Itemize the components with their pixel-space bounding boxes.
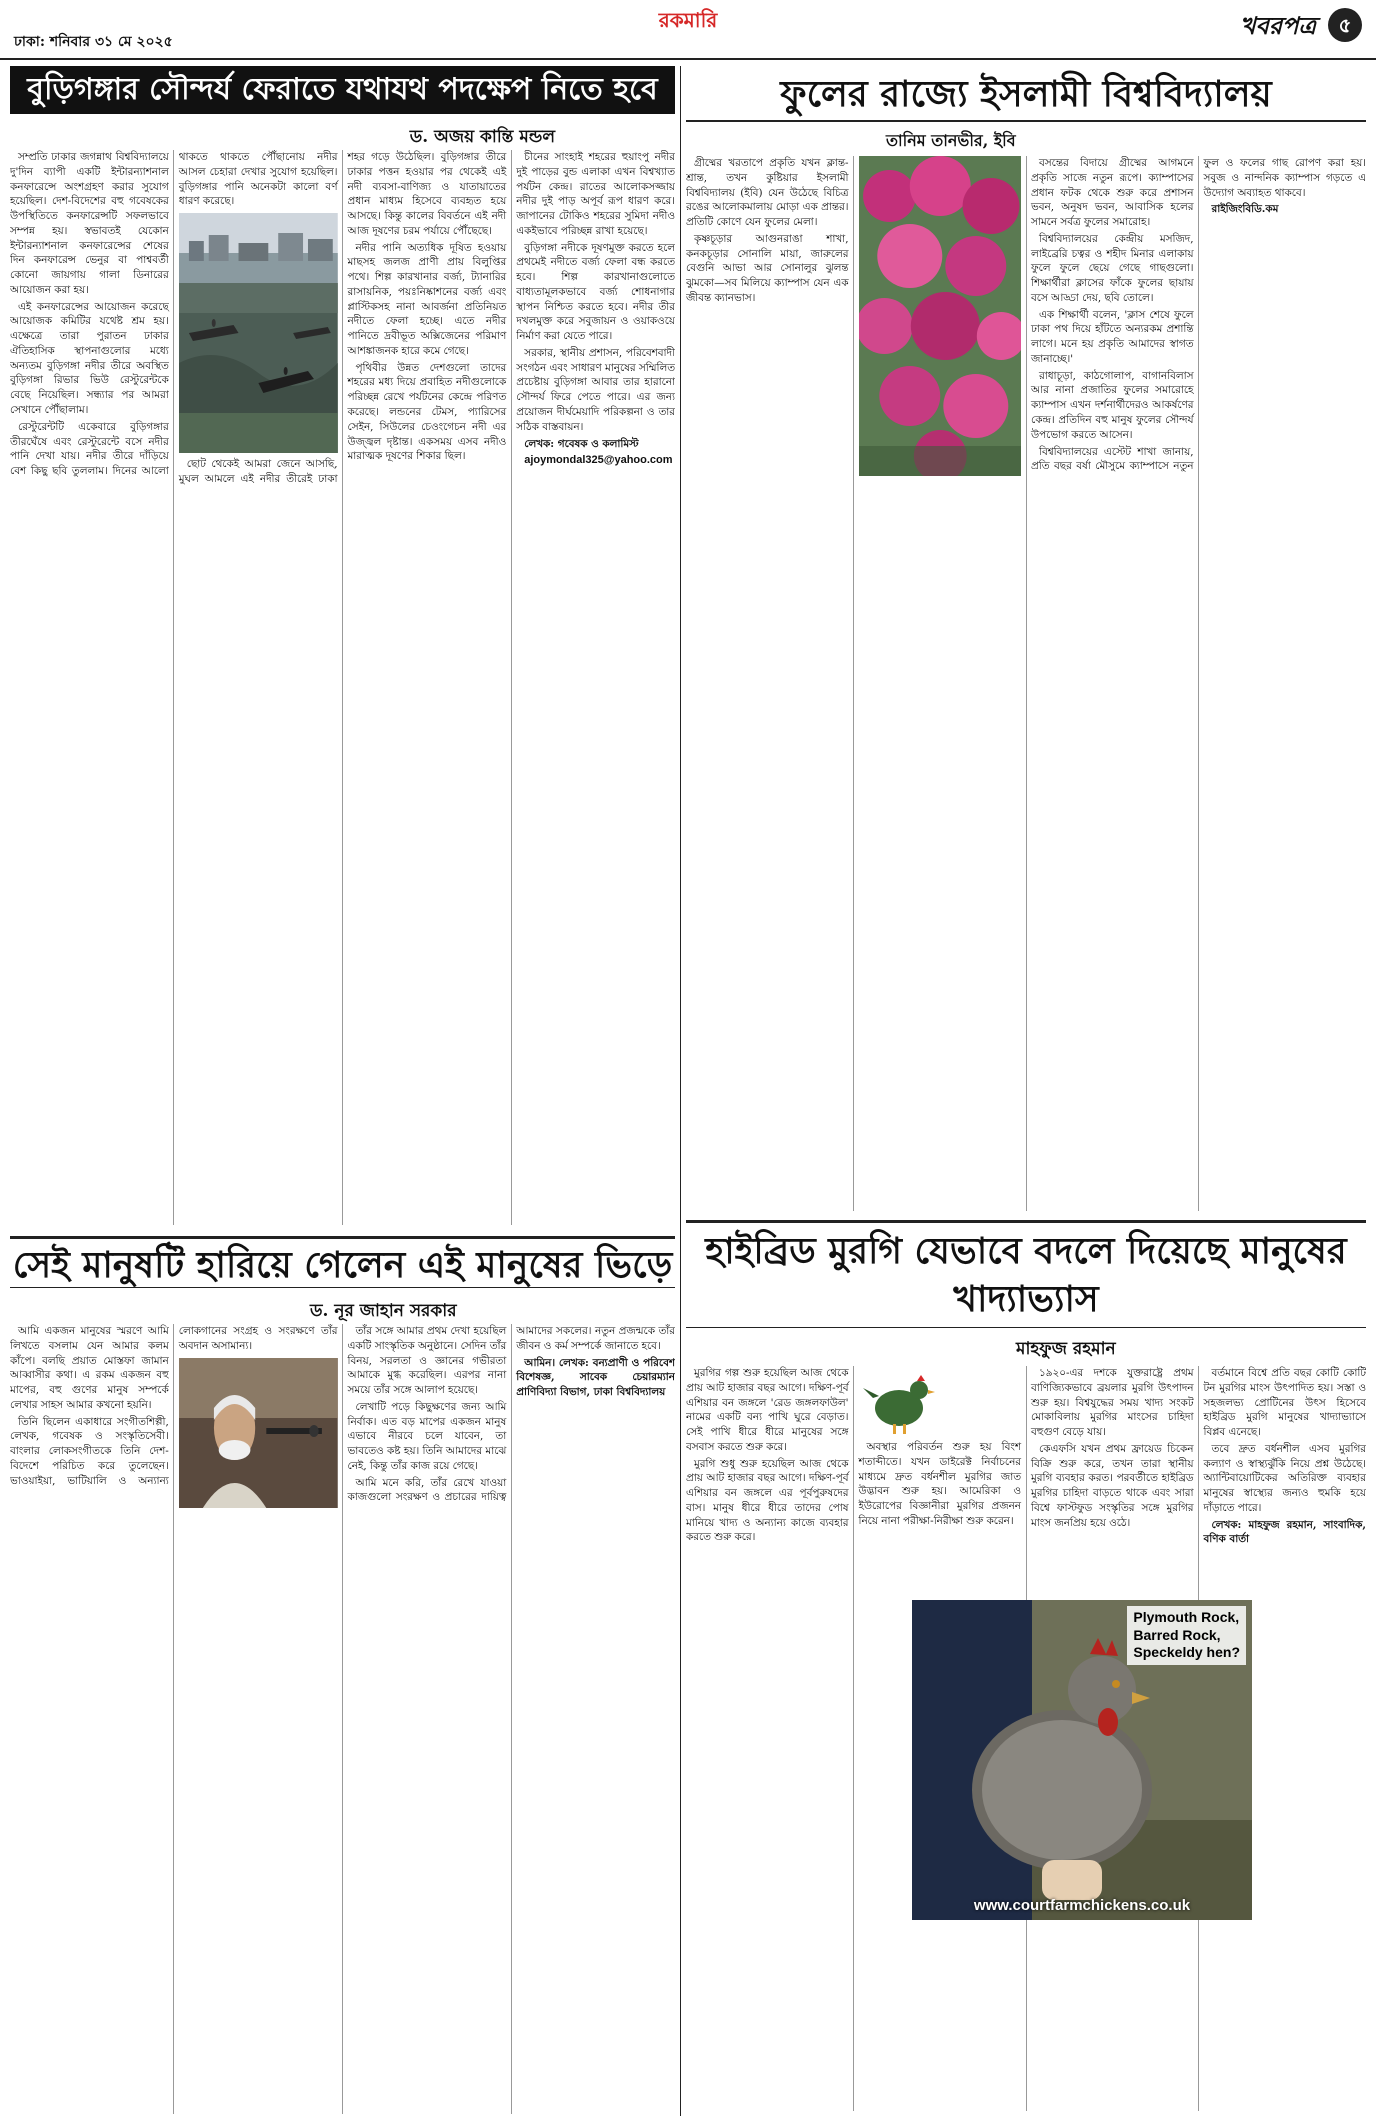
article-paragraph: অবস্থার পরিবর্তন শুরু হয় বিংশ শতাব্দীতে। যখন ডাইরেক্ট নির্বাচনের মাধ্যমে দ্রুত বর্ধনশীল মুরগির জাত উদ্ভাবন শুরু হয়। আমেরিকা ও ইউরোপের বিজ্ঞানীরা মুরগির প্রজনন নিয়ে নানা পরীক্ষা-নিরীক্ষা শুরু করেন।	[858, 1441, 1021, 1527]
page-number: ৫	[1328, 8, 1362, 42]
article-hybrid-chicken	[686, 1220, 1366, 2116]
article-paragraph: গ্রীষ্মের খরতাপে প্রকৃতি যখন ক্লান্ত-শ্রান্ত, তখন কুষ্টিয়ার ইসলামী বিশ্ববিদ্যালয় (ইবি) যেন উঠেছে বিচিত্র রঙের আলোকমালায় মোড়া এক প্রান্তর। প্রতিটি কোণে যেন ফুলের মেলা।	[686, 157, 849, 229]
author-note: আমিন। লেখক: বন্যপ্রাণী ও পরিবেশ বিশেষজ্ঞ, সাবেক চেয়ারম্যান প্রাণিবিদ্যা বিভাগ, ঢাকা বিশ্ববিদ্যালয়	[516, 1356, 675, 1399]
article-body	[10, 150, 675, 1225]
article-paragraph: বসন্তের বিদায়ে গ্রীষ্মের আগমনে প্রকৃতি সাজে নতুন রূপে। ক্যাম্পাসের প্রধান ফটক থেকে শুরু করে প্রশাসন ভবন, অনুষদ ভবন, আবাসিক হলের সামনে সর্বত্র ফুলের সমারোহ।	[1031, 157, 1194, 229]
article-byline: ড. নূর জাহান সরকার	[310, 1301, 457, 1321]
article-paragraph: নদীর পানি অত্যধিক দূষিত হওয়ায় মাছসহ জলজ প্রাণী প্রায় বিলুপ্তির পথে। শিল্প কারখানার বর্জ্য, ট্যানারির রাসায়নিক, পয়ঃনিষ্কাশনের বর্জ্য এবং প্লাস্টিকসহ নানা আবর্জনা প্রতিনিয়ত নদীতে ফেলা হচ্ছে। এতে নদীর পানিতে দ্রবীভূত অক্সিজেনের পরিমাণ আশঙ্কাজনক হারে কমে গেছে।	[347, 241, 507, 357]
article-headline: বুড়িগঙ্গার সৌন্দর্য ফেরাতে যথাযথ পদক্ষেপ নিতে হবে	[10, 66, 675, 114]
article-paragraph: মুরগির গল্প শুরু হয়েছিল আজ থেকে প্রায় আট হাজার বছর আগে। দক্ষিণ-পূর্ব এশিয়ার বন জঙ্গলে 'রেড জঙ্গলফাউল' নামের একটি বন্য পাখি ঘুরে বেড়াত। সেই পাখি ধীরে ধীরে মানুষের সঙ্গে বসবাস করতে শুরু করে।	[686, 1367, 849, 1453]
article-paragraph: লেখাটি পড়ে কিছুক্ষণের জন্য আমি নির্বাক। এত বড় মাপের একজন মানুষ এভাবে নীরবে চলে যাবেন, তা ভাবতেও কষ্ট হয়। তিনি আমাদের মাঝে নেই, কিন্তু তাঁর কাজ রয়ে গেছে।	[347, 1400, 507, 1472]
article-paragraph: ১৯২০-এর দশকে যুক্তরাষ্ট্রে প্রথম বাণিজ্যিকভাবে ব্রয়লার মুরগি উৎপাদন শুরু হয়। বিশ্বযুদ্ধের সময় খাদ্য সংকট মোকাবিলায় মুরগির মাংসের চাহিদা বহুগুণ বেড়ে যায়।	[1031, 1367, 1194, 1439]
article-paragraph: বর্তমানে বিশ্বে প্রতি বছর কোটি কোটি টন মুরগির মাংস উৎপাদিত হয়। সস্তা ও সহজলভ্য প্রোটিনের উৎস হিসেবে হাইব্রিড মুরগি মানুষের খাদ্যাভ্যাসে বিপ্লব এনেছে।	[1203, 1367, 1366, 1439]
article-flowers-campus	[686, 66, 1366, 1216]
article-paragraph: আমি একজন মানুষের স্মরণে আমি লিখতে বসলাম যেন আমার কলম কাঁপে। বলছি প্রয়াত মোস্তফা জামান আব্বাসীর কথা। এ রকম একজন বহু মাপের, বহু গুণের মানুষ সম্পর্কে লেখার সাহস আমার কখনো হয়নি।	[10, 1325, 169, 1411]
article-paragraph: তাঁর সঙ্গে আমার প্রথম দেখা হয়েছিল একটি সাংস্কৃতিক অনুষ্ঠানে। সেদিন তাঁর বিনয়, সরলতা ও জ্ঞানের গভীরতা আমাকে মুগ্ধ করেছিল। এরপর নানা সময়ে তাঁর সঙ্গে আলাপ হয়েছে।	[347, 1325, 507, 1397]
article-headline: হাইব্রিড মুরগি যেভাবে বদলে দিয়েছে মানুষের খাদ্যাভ্যাস	[686, 1220, 1366, 1328]
article-paragraph: সম্প্রতি ঢাকার জগন্নাথ বিশ্ববিদ্যালয়ে দু'দিন ব্যাপী একটি ইন্টারন্যাশনাল কনফারেন্সে অংশগ্রহণ করার সুযোগ হয়েছিল। দেশ-বিদেশের বহু গবেষকের উপস্থিতিতে কনফারেন্সটি সফলভাবে সম্পন্ন হয়। স্বভাবতই যেকোন ইন্টারন্যাশনাল কনফারেন্সের শেষের দিন কনফারেন্স ভেনুর বা পাশ্ববর্তী কোনো জায়গায় গালা ডিনারের আয়োজন করা হয়।	[10, 151, 169, 296]
masthead	[0, 0, 1376, 60]
hen-icon	[859, 1366, 939, 1436]
article-paragraph: তিনি ছিলেন একাধারে সংগীতশিল্পী, লেখক, গবেষক ও সংস্কৃতিসেবী। বাংলার লোকসংগীতকে তিনি দেশ-বিদেশে পরিচিত করে তুলেছেন। ভাওয়াইয়া, ভাটিয়ালি ও অন্যান্য লোকগানের সংগ্রহ ও সংরক্ষণে তাঁর অবদান অসামান্য।	[10, 1325, 338, 1487]
article-paragraph: আমি মনে করি, তাঁর রেখে যাওয়া কাজগুলো সংরক্ষণ ও প্রচারের দায়িত্ব আমাদের সকলের। নতুন প্রজন্মকে তাঁর জীবন ও কর্ম সম্পর্কে জানাতে হবে।	[347, 1325, 675, 1504]
article-paragraph: মুরগি শুধু শুরু হয়েছিল আজ থেকে প্রায় আট হাজার বছর আগে। দক্ষিণ-পূর্ব এশিয়ার বন জঙ্গলে এর পূর্বপুরুষদের বাস। মানুষ ধীরে ধীরে তাদের পোষ মানিয়ে খাদ্য ও অন্যান্য কাজে ব্যবহার করতে শুরু করে।	[686, 1457, 849, 1544]
article-buriganga	[10, 66, 675, 1231]
article-body	[686, 156, 1366, 1211]
article-paragraph: ছোট থেকেই আমরা জেনে আসছি, মুঘল আমলে এই নদীর তীরেই ঢাকা শহর গড়ে উঠেছিল। বুড়িগঙ্গার তীরে ঢাকার পত্তন হওয়ার পর থেকেই এই নদী ব্যবসা-বাণিজ্য ও যাতায়াতের প্রধান মাধ্যম হিসেবে ব্যবহৃত হয়ে আসছে। কিন্তু কালের বিবর্তনে এই নদী আজ দূষণের চরম পর্যায়ে পৌঁছেছে।	[178, 151, 507, 485]
article-paragraph: রাধাচূড়া, কাঠগোলাপ, বাগানবিলাস আর নানা প্রজাতির ফুলের সমারোহে ক্যাম্পাস এখন দর্শনার্থীদেরও আকর্ষণের কেন্দ্র। প্রতিদিন বহু মানুষ ফুলের সৌন্দর্য উপভোগ করতে আসেন।	[1031, 369, 1194, 441]
flower-photo	[859, 156, 1022, 476]
portrait-image	[179, 1358, 338, 1508]
hen-photo	[912, 1600, 1252, 1920]
issue-date: ঢাকা: শনিবার ৩১ মে ২০২৫	[14, 34, 173, 50]
article-paragraph: বুড়িগঙ্গা নদীকে দূষণমুক্ত করতে হলে প্রথমেই নদীতে বর্জ্য ফেলা বন্ধ করতে হবে। শিল্প কারখানাগুলোতে বাধ্যতামূলকভাবে বর্জ্য শোধনাগার স্থাপন নিশ্চিত করতে হবে। নদীর তীর দখলমুক্ত করে সবুজায়ন ও ওয়াকওয়ে নির্মাণ করা যেতে পারে।	[516, 241, 675, 343]
article-paragraph: চীনের সাংহাই শহরের হুয়াংপু নদীর দুই পাড়ের বুন্ড এলাকা এখন বিশ্বখ্যাত পর্যটন কেন্দ্র। রাতের আলোকসজ্জায় নদীর দুই পাড় অপূর্ব রূপ ধারণ করে। জাপানের টোকিও শহরের সুমিদা নদীও একইভাবে পরিচ্ছন্ন রাখা হয়েছে।	[516, 151, 675, 237]
author-note: লেখক: মাহফুজ রহমান, সাংবাদিক, বণিক বার্তা	[1203, 1518, 1366, 1546]
article-paragraph: কেএফসি যখন প্রথম ফ্রায়েড চিকেন বিক্রি শুরু করে, তখন তারা স্থানীয় মুরগি ব্যবহার করত। পরবর্তীতে হাইব্রিড মুরগির চাহিদা বাড়তে থাকে এবং সারা বিশ্বে ফাস্টফুড সংস্কৃতির সঙ্গে মুরগির মাংস জনপ্রিয় হয়ে ওঠে।	[1031, 1442, 1194, 1529]
article-paragraph: এই কনফারেন্সের আয়োজন করেছে আয়োজক কমিটির যথেষ্ট শ্রম হয়। এক্ষেত্রে তারা পুরাতন ঢাকার ঐতিহাসিক স্থাপনাগুলোর মধ্যে অন্যতম বুড়িগঙ্গা নদীর তীরে অবস্থিত বুড়িগঙ্গা রিভার ভিউ রেস্টুরেন্টকে বেছে নিয়েছিল। সন্ধ্যার পর আমরা সেখানে পৌঁছালাম।	[10, 300, 169, 417]
source-note: রাইজিংবিডি.কম	[1211, 203, 1279, 216]
article-paragraph: কৃষ্ণচূড়ার আগুনরাঙা শাখা, কনকচূড়ার সোনালি মায়া, জারুলের বেগুনি আভা আর সোনালুর ঝুলন্ত ঝুমকো—সব মিলিয়ে ক্যাম্পাস যেন এক জীবন্ত ক্যানভাস।	[686, 232, 849, 304]
author-email: ajoymondal325@yahoo.com	[524, 454, 673, 467]
article-headline: ফুলের রাজ্যে ইসলামী বিশ্ববিদ্যালয়	[686, 66, 1366, 122]
article-paragraph: বিশ্ববিদ্যালয়ের এস্টেট শাখা জানায়, প্রতি বছর বর্ষা মৌসুমে ক্যাম্পাসে নতুন ফুল ও ফলের গাছ রোপণ করা হয়। সবুজ ও নান্দনিক ক্যাম্পাস গড়তে এ উদ্যোগ অব্যাহত থাকবে।	[1031, 157, 1366, 473]
author-note: লেখক: গবেষক ও কলামিস্ট	[524, 437, 639, 450]
article-paragraph: পৃথিবীর উন্নত দেশগুলো তাদের শহরের মধ্য দিয়ে প্রবাহিত নদীগুলোকে পরিচ্ছন্ন রেখে পর্যটনের কেন্দ্রে পরিণত করেছে। লন্ডনের টেমস, প্যারিসের সেইন, সিউলের চেওংগেচন নদী এর উজ্জ্বল দৃষ্টান্ত। একসময় এসব নদীও মারাত্মক দূষণের শিকার ছিল।	[347, 361, 507, 463]
chicken-illustration	[859, 1366, 1022, 1436]
article-byline: ড. অজয় কান্তি মন্ডল	[409, 127, 555, 147]
article-paragraph: রেস্টুরেন্টটি একেবারে বুড়িগঙ্গার তীরঘেঁষে এবং রেস্টুরেন্টে বসে নদীর পানি দেখা যায়। নদীর তীরে দাঁড়িয়ে বেশ কিছু ছবি তুললাম। দিনের আলো থাকতে থাকতে পৌঁছানোয় নদীর আসল চেহারা দেখার সুযোগ হয়েছিল। বুড়িগঙ্গার পানি অনেকটা কালো বর্ণ ধারণ করেছে।	[10, 151, 338, 478]
photo-tag: Plymouth Rock, Barred Rock, Speckeldy hen?	[1127, 1606, 1246, 1665]
article-body	[10, 1324, 675, 2114]
article-byline: তানিম তানভীর, ইবি	[886, 131, 1016, 150]
article-paragraph: তবে দ্রুত বর্ধনশীল এসব মুরগির কল্যাণ ও স্বাস্থ্যঝুঁকি নিয়ে প্রশ্ন উঠেছে। অ্যান্টিবায়োটিকের অতিরিক্ত ব্যবহার মানুষের স্বাস্থ্যের জন্যও হুমকি হয়ে দাঁড়াতে পারে।	[1203, 1442, 1366, 1514]
article-byline: মাহফুজ রহমান	[1016, 1339, 1116, 1359]
article-tribute	[10, 1236, 675, 2116]
article-paragraph: এক শিক্ষার্থী বলেন, 'ক্লাস শেষে ফুলে ঢাকা পথ দিয়ে হাঁটতে অন্যরকম প্রশান্তি লাগে। মনে হয় প্রকৃতি আমাদের স্বাগত জানাচ্ছে।'	[1031, 308, 1194, 365]
bougainvillea-image	[859, 156, 1022, 476]
column-divider	[680, 66, 681, 2116]
river-boats-image	[179, 213, 338, 453]
photo-source-url: www.courtfarmchickens.co.uk	[973, 1897, 1191, 1914]
portrait-photo	[179, 1358, 338, 1508]
article-paragraph: সরকার, স্থানীয় প্রশাসন, পরিবেশবাদী সংগঠন এবং সাধারণ মানুষের সম্মিলিত প্রচেষ্টায় বুড়িগঙ্গা আবার তার হারানো সৌন্দর্য ফিরে পেতে পারে। এর জন্য প্রয়োজন দীর্ঘমেয়াদি পরিকল্পনা ও তার সঠিক বাস্তবায়ন।	[516, 346, 675, 433]
river-photo	[179, 213, 338, 453]
section-name: রকমারি	[658, 8, 718, 32]
article-paragraph: বিশ্ববিদ্যালয়ের কেন্দ্রীয় মসজিদ, লাইব্রেরি চত্বর ও শহীদ মিনার এলাকায় ফুলে ফুলে ছেয়ে গেছে গাছগুলো। শিক্ষার্থীরা ক্লাসের ফাঁকে ফুলের ছায়ায় বসে আড্ডা দেয়, ছবি তোলে।	[1031, 232, 1194, 304]
article-headline: সেই মানুষটি হারিয়ে গেলেন এই মানুষের ভিড়ে	[10, 1236, 675, 1288]
newspaper-logo: খবরপত্র	[1239, 11, 1316, 40]
